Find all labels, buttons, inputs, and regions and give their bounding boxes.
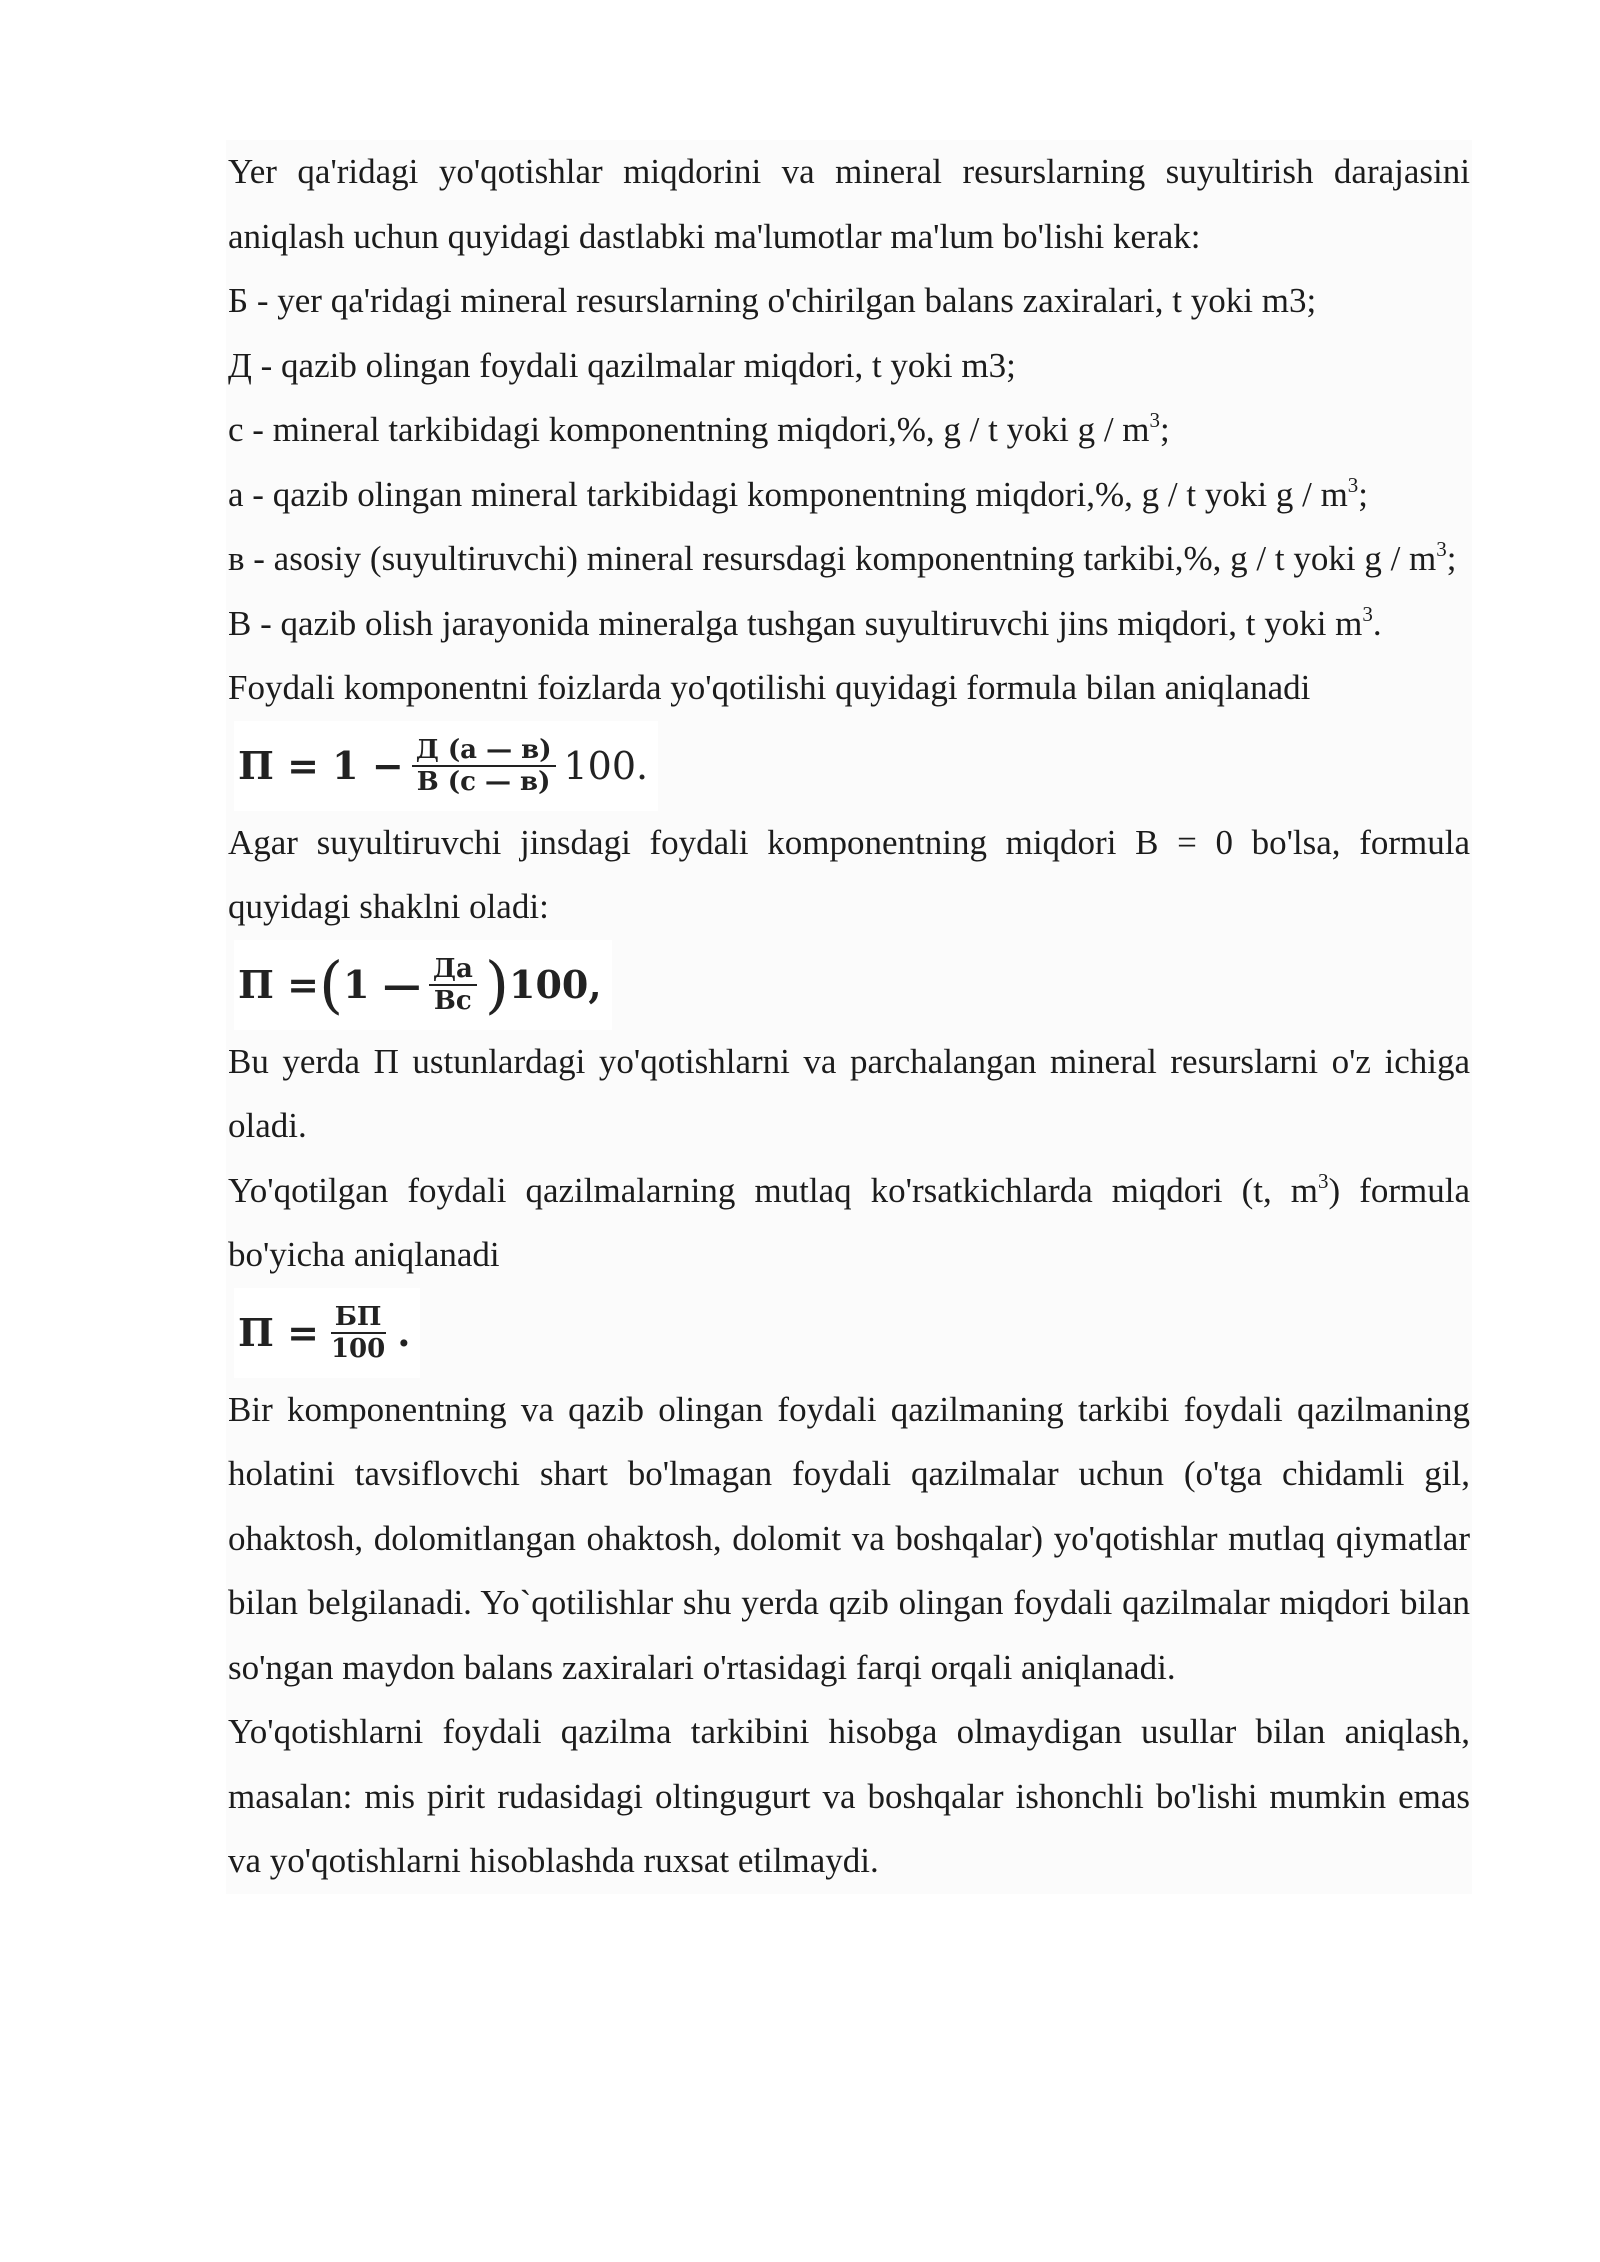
paragraph-absolute-intro xyxy=(228,1159,1470,1288)
formula-2-one: 1 — xyxy=(343,962,421,1007)
paragraph-intro: Yer qa'ridagi yo'qotishlar miqdorini va mineral resurslarning suyultirish darajasini aniqlash uchun quyidagi dastlabki ma'lumotlar ma'lum bo'lishi kerak: xyxy=(228,152,1470,256)
formula-2-numerator: Да xyxy=(429,954,477,986)
definition-a-content xyxy=(228,463,1470,528)
paragraph-p-explanation: Bu yerda П ustunlardagi yo'qotishlarni va parchalangan mineral resurslarni o'z ichiga oladi. xyxy=(228,1041,1470,1145)
definition-big-b-end: . xyxy=(1372,603,1382,643)
formula-3-numerator: БП xyxy=(331,1302,386,1334)
formula-1-denominator: В (с — в) xyxy=(416,766,551,797)
paragraph-zero-dilution: Agar suyultiruvchi jinsdagi foydali komponentning miqdori B = 0 bo'lsa, formula quyidagi shaklni oladi: xyxy=(228,822,1470,926)
definition-a-end: ; xyxy=(1358,474,1369,514)
formula-1-fraction xyxy=(412,735,556,797)
definition-c-end: ; xyxy=(1160,410,1170,449)
formula-3-denominator: 100 xyxy=(330,1333,386,1364)
formula-1-rhs: 100. xyxy=(563,743,649,788)
superscript-3: 3 xyxy=(1149,408,1161,432)
formula-2-fraction xyxy=(429,954,477,1016)
formula-3-fraction xyxy=(327,1302,389,1364)
definition-a-text: a - qazib olingan mineral tarkibidagi komponentning miqdori,%, g / t yoki g / m xyxy=(228,474,1348,514)
formula-2-lhs: П = xyxy=(238,962,319,1007)
superscript-3: 3 xyxy=(1318,1168,1329,1193)
formula-3-lhs: П = xyxy=(238,1310,319,1355)
paragraph-absolute-values: Bir komponentning va qazib olingan foydali qazilmaning tarkibi foydali qazilmaning holatini tavsiflovchi shart bo'lmagan foydali qazilmalar uchun (o'tga chidamli gil, ohaktosh, dolomitlangan ohaktosh, dolomit va boshqalar) yo'qotishlar mutlaq qiymatlar bilan belgilanadi. Yo`qotilishlar shu yerda qzib olingan foydali qazilmalar miqdori bilan so'ngan maydon balans zaxiralari o'rtasidagi farqi orqali aniqlanadi. xyxy=(228,1389,1470,1687)
formula-loss-zero-dilution xyxy=(234,940,612,1030)
formula-2-denominator: Вс xyxy=(433,985,472,1016)
formula-2-open-paren: ( xyxy=(318,947,344,1021)
paragraph-methods-warning: Yo'qotishlarni foydali qazilma tarkibini hisobga olmaydigan usullar bilan aniqlash, masalan: mis pirit rudasidagi oltingugurt va boshqalar ishonchli bo'lishi mumkin emas va yo'qotishlarni hisoblashda ruxsat etilmaydi. xyxy=(228,1712,1470,1880)
definition-v-content xyxy=(228,527,1470,592)
formula-3-rhs: . xyxy=(397,1310,411,1355)
definition-v-end: ; xyxy=(1446,539,1457,578)
formula-2-close-paren: ) xyxy=(484,947,510,1021)
definition-d-mined: Д - qazib olingan foydali qazilmalar miqdori, t yoki m3; xyxy=(228,345,1016,385)
formula-2-rhs: 100, xyxy=(509,962,602,1007)
definition-c-text: c - mineral tarkibidagi komponentning miqdori,%, g / t yoki g / m xyxy=(228,410,1150,449)
absolute-intro-text: Yo'qotilgan foydali qazilmalarning mutlaq ko'rsatkichlarda miqdori (t, m xyxy=(228,1170,1319,1210)
superscript-3: 3 xyxy=(1362,601,1373,626)
paragraph-loss-percent-intro: Foydali komponentni foizlarda yo'qotilishi quyidagi formula bilan aniqlanadi xyxy=(228,668,1311,707)
formula-1-lhs: П = 1 − xyxy=(238,743,404,788)
formula-loss-percent xyxy=(234,721,658,811)
superscript-3: 3 xyxy=(1347,472,1359,497)
superscript-3: 3 xyxy=(1436,537,1447,561)
definition-c-content xyxy=(228,398,1470,463)
formula-1-numerator: Д (а — в) xyxy=(412,735,556,767)
definition-v-text: в - asosiy (suyultiruvchi) mineral resursdagi komponentning tarkibi,%, g / t yoki g / m xyxy=(228,539,1437,578)
definition-big-b-text: B - qazib olish jarayonida mineralga tushgan suyultiruvchi jins miqdori, t yoki m xyxy=(228,603,1363,643)
formula-loss-absolute xyxy=(234,1288,420,1378)
definition-big-b-dilution xyxy=(228,592,1470,657)
absolute-intro-end: ) formula bo'yicha aniqlanadi xyxy=(228,1170,1470,1274)
definition-b-balance: Б - yer qa'ridagi mineral resurslarning o'chirilgan balans zaxiralari, t yoki m3; xyxy=(228,281,1317,320)
document-body xyxy=(226,140,1472,1894)
